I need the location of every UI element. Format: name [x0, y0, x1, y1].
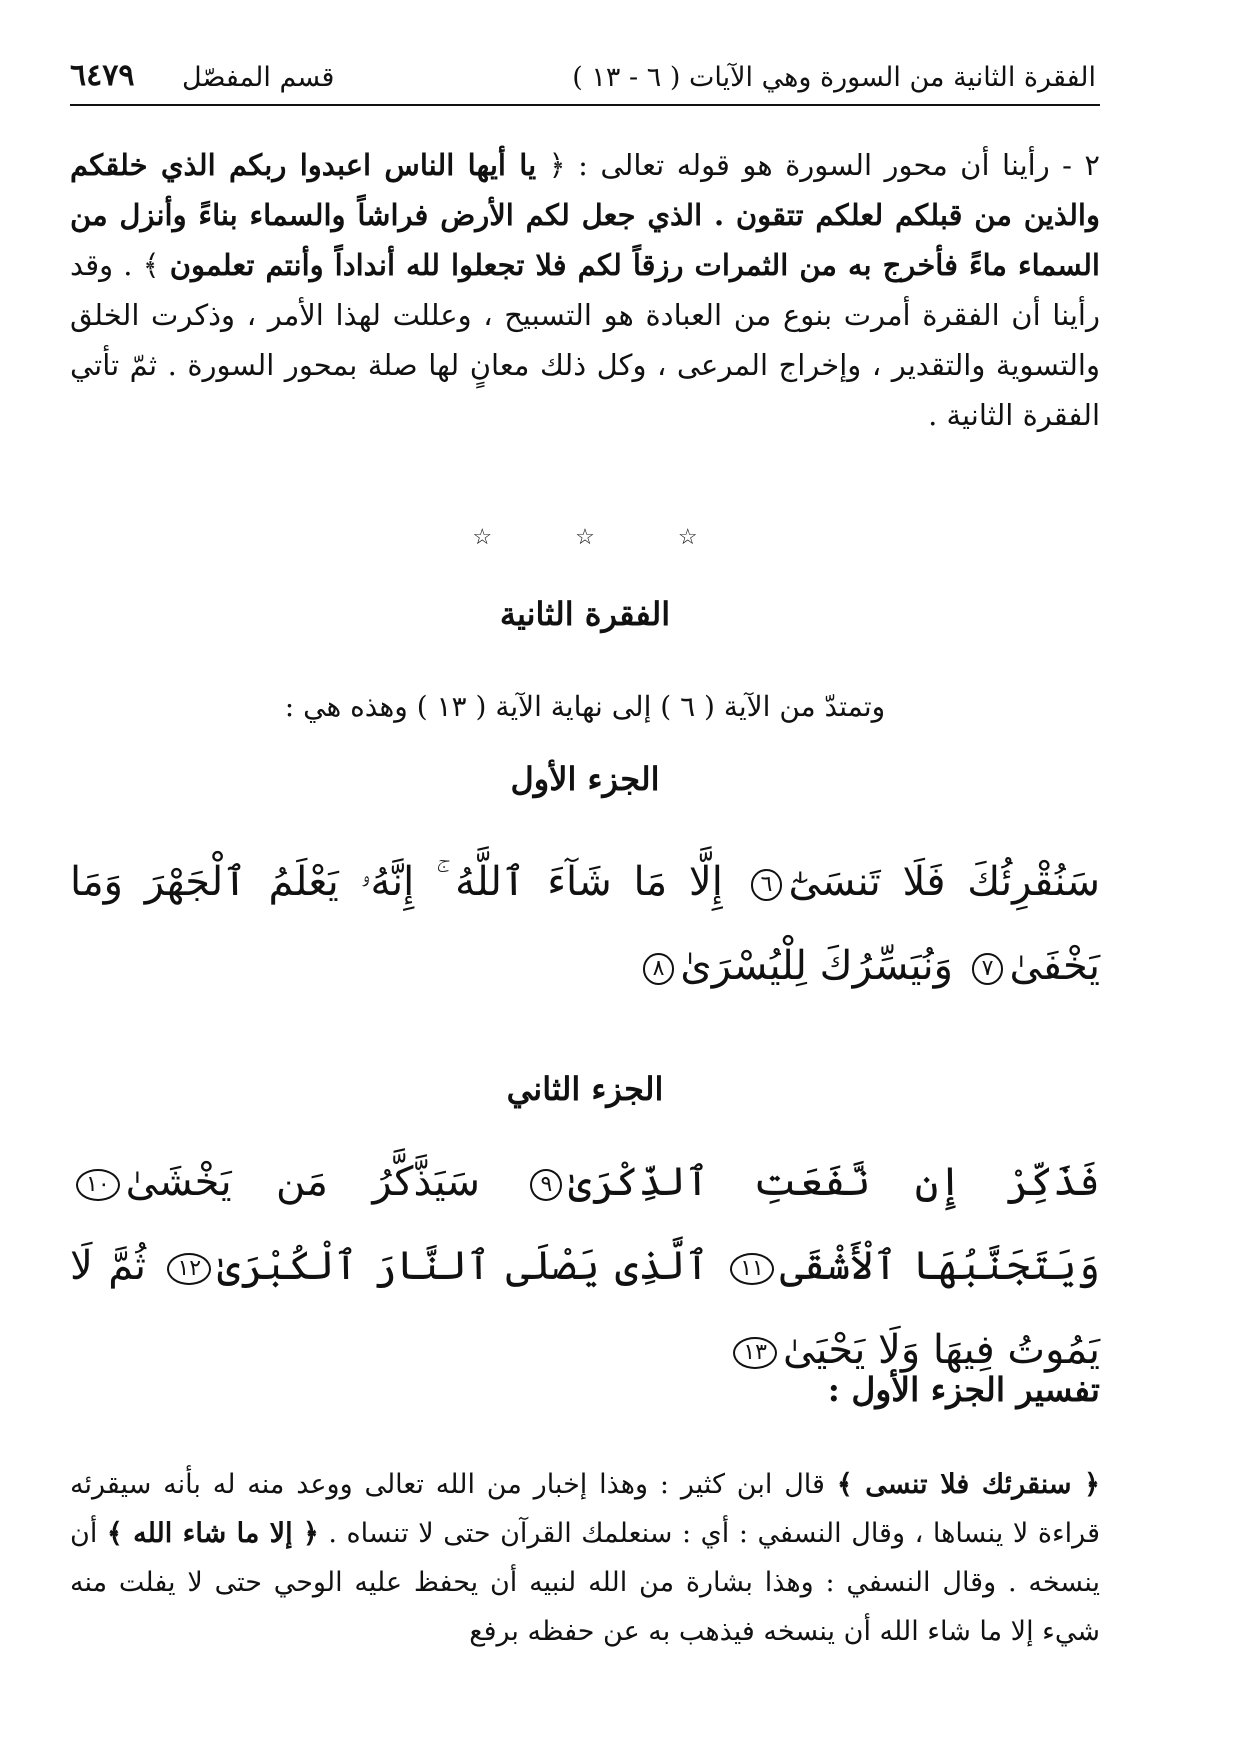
ayah-number-marker: ١٣ [733, 1337, 777, 1369]
intro-rest: ﴾ . وقد رأينا أن الفقرة أمرت بنوع من العبادة هو التسبيح ، وعللت لهذا الأمر ، وذكرت الخلق والتسوية والتقدير ، وإخراج المرعى ، وكل ذلك معانٍ لها صلة بمحور السورة . ثمّ تأتي الفقرة الثانية . [70, 248, 1100, 432]
intro-quoted-ayah: يا أيها الناس اعبدوا ربكم الذي خلقكم والذين من قبلكم لعلكم تتقون . الذي جعل لكم الأرض فراشاً والسماء بناءً وأنزل من السماء ماءً فأخرج به من الثمرات رزقاً لكم فلا تجعلوا لله أنداداً وأنتم تعلمون [70, 148, 1100, 282]
tafsir-quote-1: ﴿ سنقرئك فلا تنسى ﴾ [836, 1469, 1100, 1500]
verse-text: إِلَّا مَا شَآءَ ٱللَّهُ ۚ إِنَّهُۥ يَعْلَمُ ٱلْجَهْرَ وَمَا يَخْفَىٰ [70, 859, 1100, 989]
ayah-number-marker: ١١ [730, 1253, 774, 1285]
section-subline: وتمتدّ من الآية ( ٦ ) إلى نهاية الآية ( ١٣ ) وهذه هي : [284, 690, 886, 723]
part2-heading: الجزء الثاني [506, 1070, 664, 1108]
section-separator: ☆ ☆ ☆ [472, 525, 736, 550]
section-heading: الفقرة الثانية [499, 595, 671, 633]
ayah-number-marker: ٧ [972, 953, 1004, 985]
running-title: الفقرة الثانية من السورة وهي الآيات ( ٦ - ١٣ ) [572, 62, 1096, 93]
verse-text: وَنُيَسِّرُكَ لِلْيُسْرَىٰ [680, 943, 953, 989]
ayah-number-marker: ٦ [751, 869, 783, 901]
ayah-number-marker: ١٠ [76, 1169, 120, 1201]
verse-text: سَنُقْرِئُكَ فَلَا تَنسَىٰٓ [788, 859, 1100, 905]
ayah-number-marker: ١٢ [167, 1253, 211, 1285]
ayah-number-marker: ٨ [643, 953, 675, 985]
verse-text: وَيَتَجَنَّبُهَا ٱلْأَشْقَى [779, 1243, 1100, 1289]
verse-text: ٱلَّذِى يَصْلَى ٱلنَّارَ ٱلْكُبْرَىٰ [217, 1243, 709, 1289]
verse-text: ثُمَّ لَا يَمُوتُ فِيهَا وَلَا يَحْيَىٰ [70, 1243, 1100, 1373]
tafsir-heading: تفسير الجزء الأول : [827, 1370, 1100, 1409]
page-number: ٦٤٧٩ [70, 58, 135, 93]
tafsir-text-2: أن ينسخه . وقال النسفي : وهذا بشارة من الله لنبيه أن يحفظ عليه الوحي حتى لا يفلت منه شيء إلا ما شاء الله أن ينسخه فيذهب به عن حفظه برفع [70, 1518, 1100, 1647]
intro-paragraph [70, 140, 1100, 440]
part2-verses [70, 1140, 1100, 1392]
book-page [70, 0, 1100, 1752]
tafsir-paragraph [70, 1460, 1100, 1656]
verse-text: فَذَكِّرْ إِن نَّفَعَتِ ٱلذِّكْرَىٰ [568, 1159, 1100, 1205]
section-name: قسم المفصّل [182, 62, 335, 93]
intro-lead: ٢ - رأينا أن محور السورة هو قوله تعالى : ﴿ [548, 148, 1100, 182]
page-header [70, 58, 1100, 106]
tafsir-quote-2: ﴿ إلا ما شاء الله ﴾ [106, 1518, 319, 1549]
tafsir-text-1: قال ابن كثير : وهذا إخبار من الله تعالى ووعد منه له بأنه سيقرئه قراءة لا ينساها ، وقال النسفي : أي : سنعلمك القرآن حتى لا تنساه . [70, 1469, 1100, 1549]
part1-verses [70, 840, 1100, 1008]
verse-text: سَيَذَّكَّرُ مَن يَخْشَىٰ [125, 1159, 481, 1205]
ayah-number-marker: ٩ [530, 1169, 562, 1201]
part1-heading: الجزء الأول [510, 760, 660, 798]
